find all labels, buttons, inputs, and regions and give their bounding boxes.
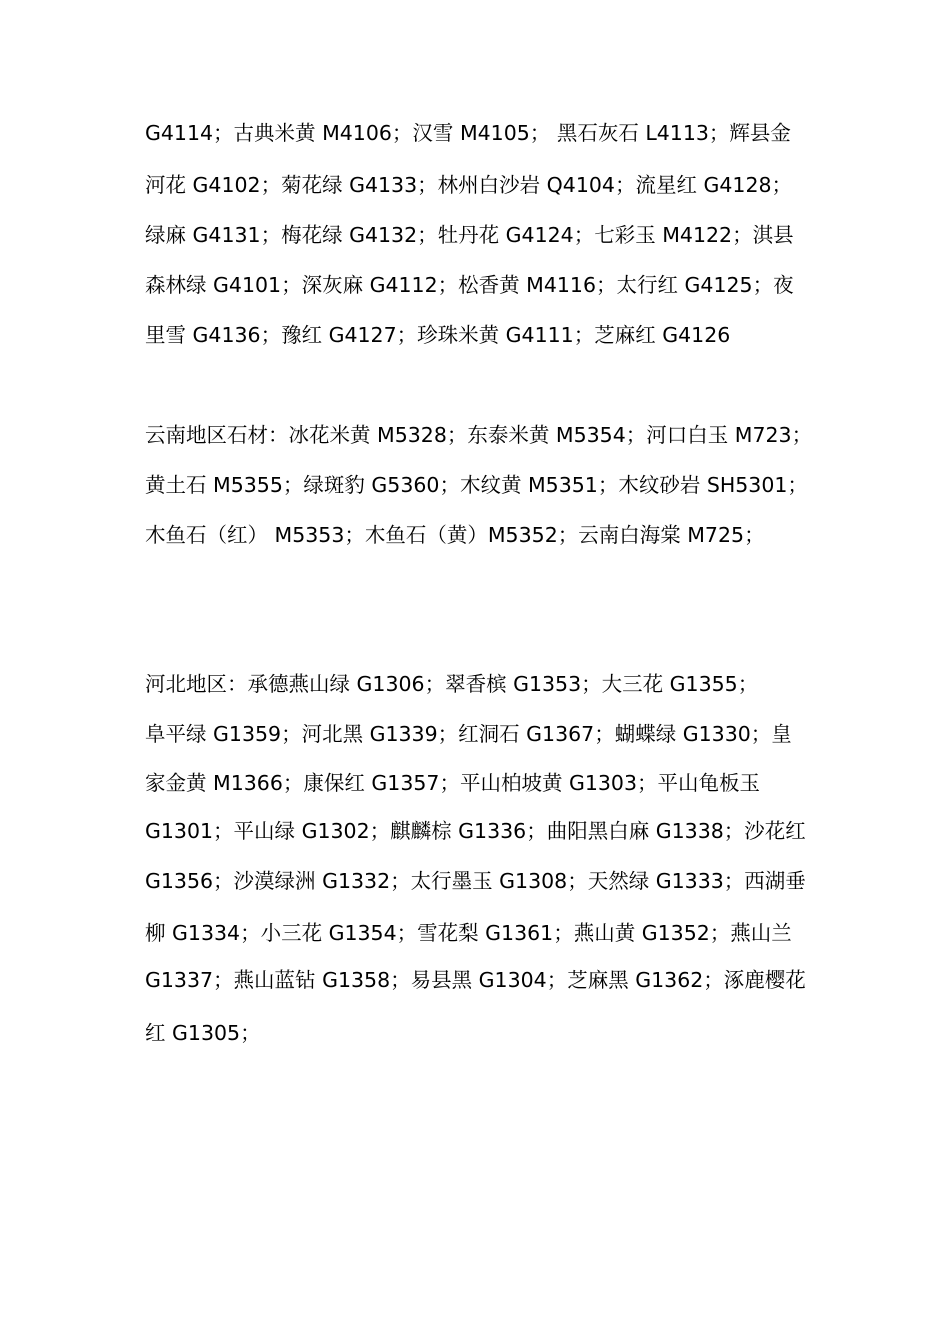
text-line: 柳 G1334；小三花 G1354；雪花梨 G1361；燕山黄 G1352；燕山兰 — [145, 921, 792, 945]
text-line: G4114；古典米黄 M4106；汉雪 M4105； 黑石灰石 L4113；辉县金 — [145, 121, 791, 145]
text-line: 森林绿 G4101；深灰麻 G4112；松香黄 M4116；太行红 G4125；夜 — [145, 273, 794, 297]
text-line: 河北地区：承德燕山绿 G1306；翠香槟 G1353；大三花 G1355； — [145, 672, 759, 696]
text-line: 阜平绿 G1359；河北黑 G1339；红洞石 G1367；蝴蝶绿 G1330；皇 — [145, 722, 792, 746]
text-line: 云南地区石材：冰花米黄 M5328；东泰米黄 M5354；河口白玉 M723； — [145, 423, 813, 447]
text-line: 河花 G4102；菊花绿 G4133；林州白沙岩 Q4104；流星红 G4128； — [145, 173, 793, 197]
text-line: G1337；燕山蓝钻 G1358；易县黑 G1304；芝麻黑 G1362；涿鹿樱花 — [145, 968, 806, 992]
text-line: G1301；平山绿 G1302；麒麟棕 G1336；曲阳黑白麻 G1338；沙花红 — [145, 819, 806, 843]
text-line: 家金黄 M1366；康保红 G1357；平山柏坡黄 G1303；平山龟板玉 — [145, 771, 761, 795]
text-line: 里雪 G4136；豫红 G4127；珍珠米黄 G4111；芝麻红 G4126 — [145, 323, 731, 347]
text-line: 绿麻 G4131；梅花绿 G4132；牡丹花 G4124；七彩玉 M4122；淇县 — [145, 223, 794, 247]
text-line: 黄土石 M5355；绿斑豹 G5360；木纹黄 M5351；木纹砂岩 SH5301； — [145, 473, 808, 497]
text-line: 木鱼石（红） M5353；木鱼石（黄）M5352；云南白海棠 M725； — [145, 523, 765, 547]
text-line: G1356；沙漠绿洲 G1332；太行墨玉 G1308；天然绿 G1333；西湖垂 — [145, 869, 806, 893]
text-line: 红 G1305； — [145, 1021, 261, 1045]
